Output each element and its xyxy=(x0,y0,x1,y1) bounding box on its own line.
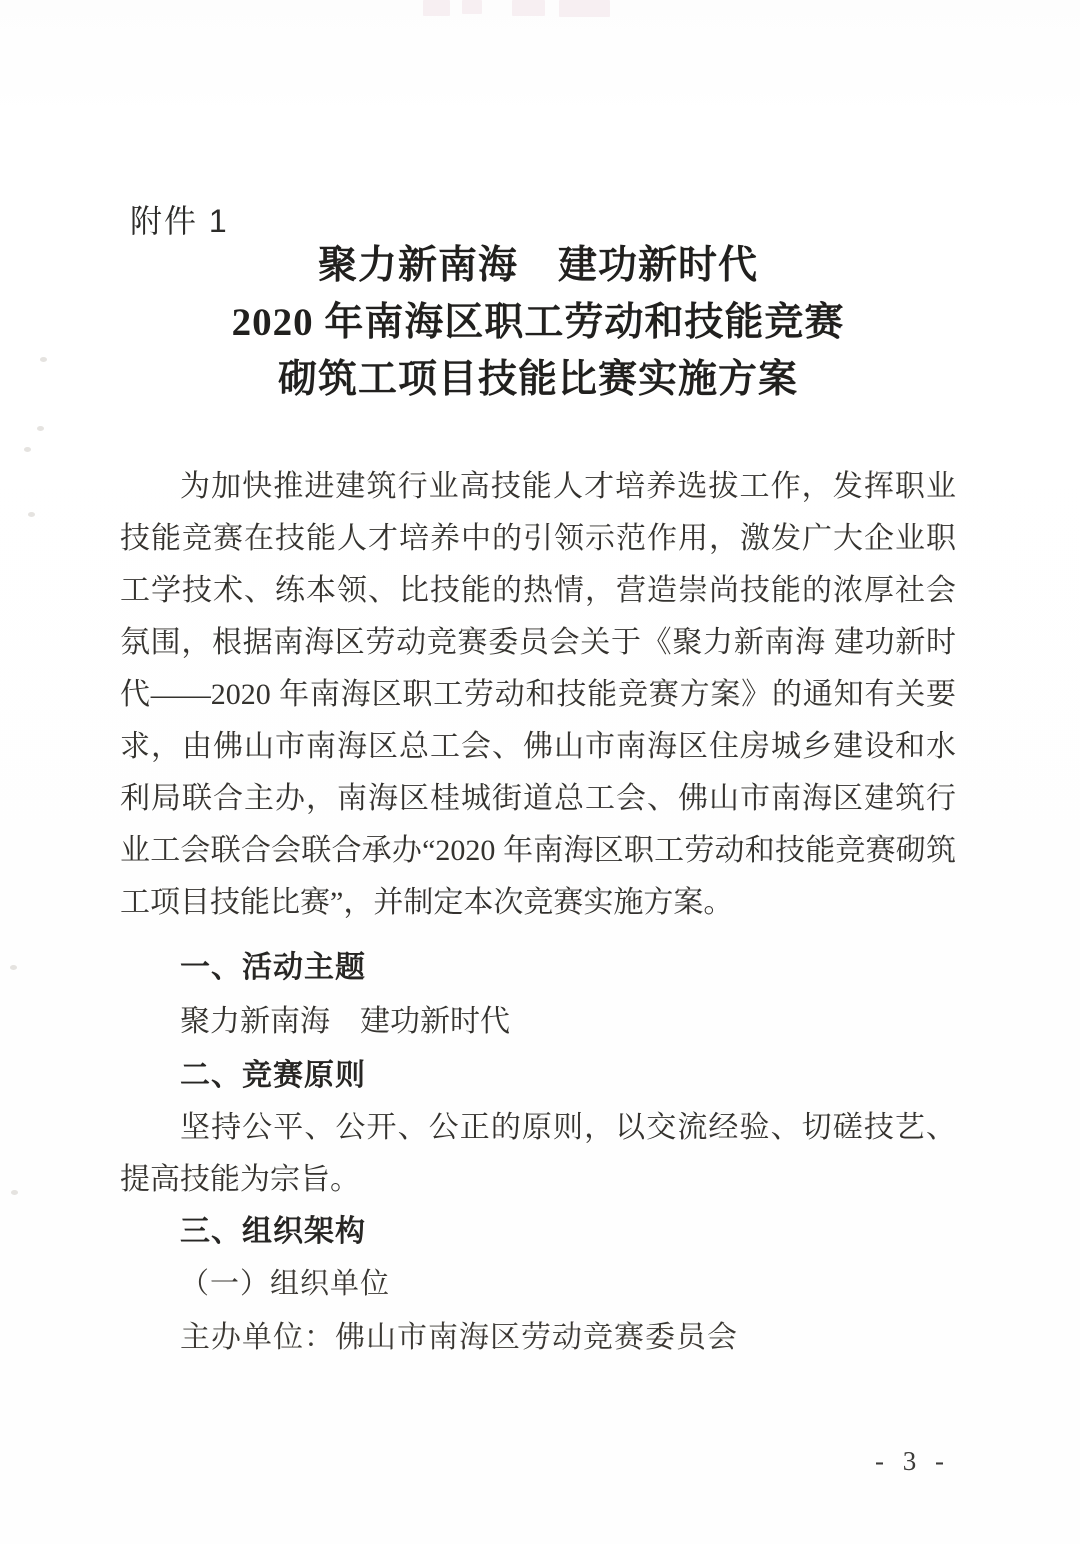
title-line-3: 砌筑工项目技能比赛实施方案 xyxy=(277,358,798,401)
section-3-subheading: （一）组织单位 xyxy=(180,1268,391,1300)
title-line-1: 聚力新南海 建功新时代 xyxy=(317,244,758,287)
section-2-heading: 二、竞赛原则 xyxy=(180,1059,366,1092)
scan-artifact-top xyxy=(462,0,482,14)
title-line-2: 2020 年南海区职工劳动和技能竞赛 xyxy=(231,301,845,344)
scan-speck xyxy=(11,1190,18,1195)
section-3-heading: 三、组织架构 xyxy=(180,1215,366,1248)
scan-speck xyxy=(40,357,47,362)
document-title xyxy=(120,237,956,408)
scan-artifact-top xyxy=(512,0,545,16)
section-3-content: 主办单位：佛山市南海区劳动竞赛委员会 xyxy=(180,1321,738,1354)
scan-speck xyxy=(10,965,17,970)
scan-speck xyxy=(24,447,31,452)
section-1-content: 聚力新南海 建功新时代 xyxy=(180,1005,510,1038)
section-1-heading: 一、活动主题 xyxy=(180,951,366,984)
scan-artifact-top xyxy=(423,0,450,16)
attachment-label: 附件 1 xyxy=(130,203,229,239)
scan-artifact-top xyxy=(559,0,610,17)
intro-paragraph: 为加快推进建筑行业高技能人才培养选拔工作，发挥职业技能竞赛在技能人才培养中的引领示范作用，激发广大企业职工学技术、练本领、比技能的热情，营造崇尚技能的浓厚社会氛围，根据南海区劳动竞赛委员会关于《聚力新南海 建功新时代——2020 年南海区职工劳动和技能竞赛方案》的通知有关要求，由佛山市南海区总工会、佛山市南海区住房城乡建设和水利局联合主办，南海区桂城街道总工会、佛山市南海区建筑行业工会联合会联合承办“2020 年南海区职工劳动和技能竞赛砌筑工项目技能比赛”，并制定本次竞赛实施方案。 xyxy=(120,470,956,919)
scan-speck xyxy=(37,426,44,431)
section-2-content: 坚持公平、公开、公正的原则，以交流经验、切磋技艺、提高技能为宗旨。 xyxy=(120,1111,956,1196)
page-number: - 3 - xyxy=(875,1446,950,1476)
scan-speck xyxy=(28,512,35,517)
